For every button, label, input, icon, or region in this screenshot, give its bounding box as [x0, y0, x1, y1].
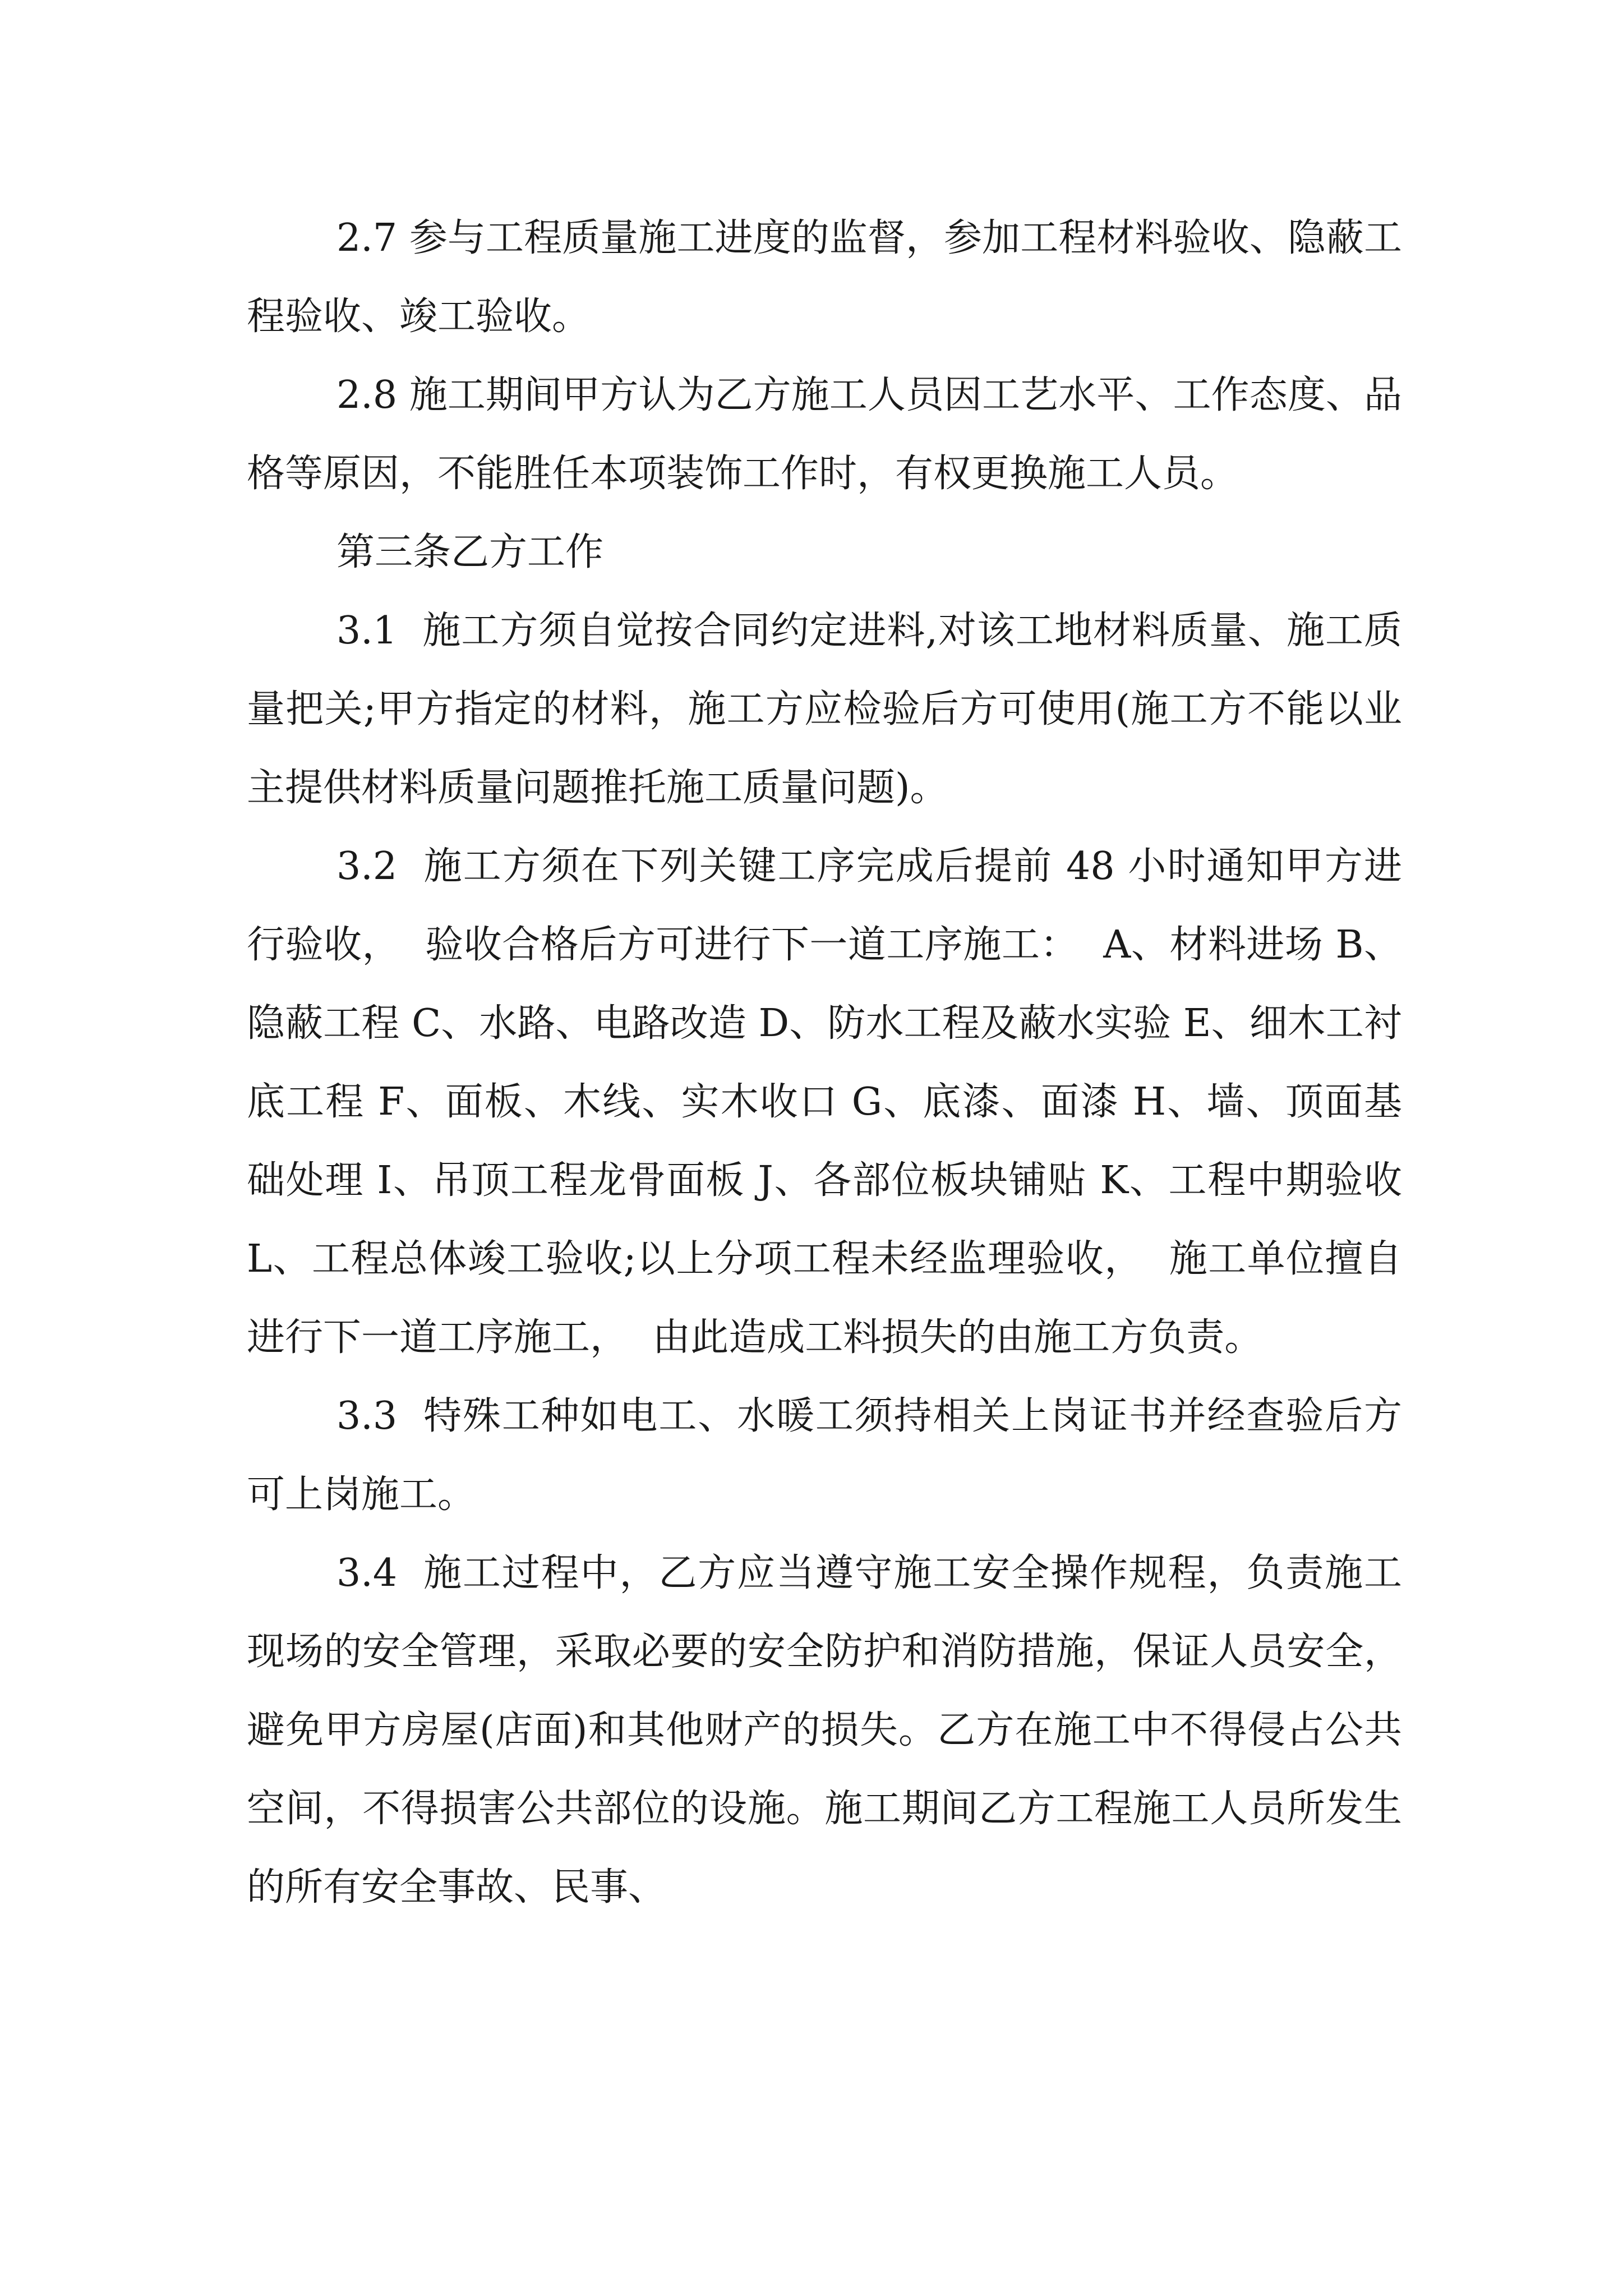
paragraph-3-2: 3.2 施工方须在下列关键工序完成后提前 48 小时通知甲方进行验收， 验收合格后方可进行下一道工序施工： A、材料进场 B、隐蔽工程 C、水路、电路改造 D、防水工程及蔽水实验 E、细木工衬底工程 F、面板、木线、实木收口 G、底漆、面漆 H、墙、顶面基础处理 I、吊顶工程龙骨面板 J、各部位板块铺贴 K、工程中期验收 L、工程总体竣工验收;以上分项工程未经监理验收， 施工单位擅自进行下一道工序施工， 由此造成工料损失的由施工方负责。: [247, 844, 1414, 1360]
paragraph-2-8: 2.8 施工期间甲方认为乙方施工人员因工艺水平、工作态度、品格等原因，不能胜任本项装饰工作时，有权更换施工人员。: [247, 373, 1402, 496]
paragraph-3-4: 3.4 施工过程中，乙方应当遵守施工安全操作规程，负责施工现场的安全管理，采取必要的安全防护和消防措施，保证人员安全，避免甲方房屋(店面)和其他财产的损失。乙方在施工中不得侵占公共空间，不得损害公共部位的设施。施工期间乙方工程施工人员所发生的所有安全事故、民事、: [247, 1551, 1402, 1910]
paragraph-3-3: 3.3 特殊工种如电工、水暖工须持相关上岗证书并经查验后方可上岗施工。: [247, 1394, 1402, 1517]
paragraph-2-7: 2.7 参与工程质量施工进度的监督，参加工程材料验收、隐蔽工程验收、竣工验收。: [247, 216, 1402, 339]
paragraph-3-1: 3.1 施工方须自觉按合同约定进料,对该工地材料质量、施工质量把关;甲方指定的材料，施工方应检验后方可使用(施工方不能以业主提供材料质量问题推托施工质量问题)。: [247, 609, 1402, 810]
document-body: [247, 199, 1414, 1927]
section-heading-article-3: 第三条乙方工作: [336, 530, 604, 574]
